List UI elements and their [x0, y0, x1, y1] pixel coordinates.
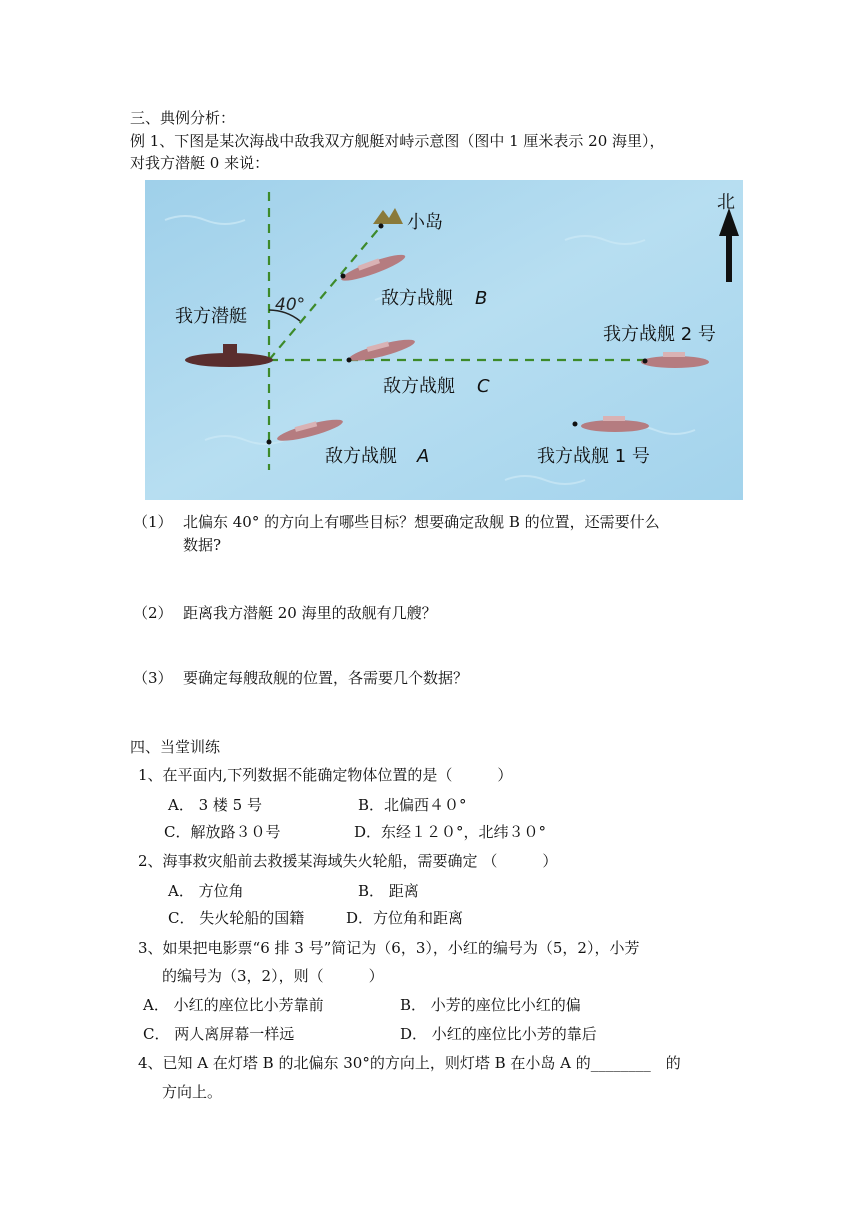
enemy-c-letter: C — [477, 376, 490, 397]
practice-3-option-d: D． 小红的座位比小芳的靠后 — [400, 1025, 597, 1043]
submarine-label: 我方潜艇 — [175, 306, 247, 327]
battle-map — [145, 180, 743, 500]
enemy-c-label: 敌方战舰 — [383, 376, 455, 397]
question-1-text: 北偏东 40° 的方向上有哪些目标？想要确定敌舰 B 的位置，还需要什么 — [183, 513, 660, 531]
practice-2-option-b: B． 距离 — [358, 882, 419, 900]
enemy-b-letter: B — [475, 288, 488, 309]
practice-1-option-c: C．解放路３０号 — [164, 823, 281, 841]
practice-2-stem: 2、海事救灾船前去救援某海域失火轮船，需要确定 （ ） — [138, 852, 558, 870]
practice-3-stem-line2: 的编号为（3，2），则（ ） — [162, 967, 384, 985]
question-2-text: 距离我方潜艇 20 海里的敌舰有几艘？ — [183, 604, 437, 622]
example-line-2: 对我方潜艇 0 来说： — [130, 154, 270, 172]
practice-1-option-b: B．北偏西４０° — [358, 796, 467, 814]
practice-1-stem: 1、在平面内,下列数据不能确定物体位置的是（ ） — [138, 766, 513, 784]
practice-4-stem-line2: 方向上。 — [162, 1083, 223, 1101]
angle-label: 40° — [275, 295, 306, 315]
practice-1-option-d: D．东经１２０°，北纬３０° — [354, 823, 547, 841]
naval-battle-figure — [145, 180, 743, 500]
enemy-b-label: 敌方战舰 — [381, 288, 453, 309]
practice-2-option-d: D．方位角和距离 — [346, 909, 464, 927]
island-label: 小岛 — [407, 212, 443, 233]
practice-4-stem: 4、已知 A 在灯塔 B 的北偏东 30°的方向上，则灯塔 B 在小岛 A 的________ 的 — [138, 1054, 681, 1072]
our-ship-2-label: 我方战舰 2 号 — [603, 324, 716, 345]
our-ship-1-label: 我方战舰 1 号 — [537, 446, 650, 467]
practice-3-option-b: B． 小芳的座位比小红的偏 — [400, 996, 581, 1014]
question-1-number: （1） — [133, 513, 173, 531]
practice-3-option-a: A． 小红的座位比小芳靠前 — [143, 996, 324, 1014]
question-1-text-line2: 数据? — [183, 536, 222, 554]
enemy-a-letter: A — [417, 446, 430, 467]
north-label: 北 — [717, 192, 735, 213]
practice-2-option-a: A． 方位角 — [168, 882, 244, 900]
practice-3-stem: 3、如果把电影票“6 排 3 号”简记为（6，3），小红的编号为（5，2），小芳 — [138, 939, 640, 957]
enemy-a-label: 敌方战舰 — [325, 446, 397, 467]
example-line-1: 例 1、下图是某次海战中敌我双方舰艇对峙示意图（图中 1 厘米表示 20 海里）， — [130, 132, 665, 150]
section4-heading: 四、当堂训练 — [130, 738, 221, 756]
question-3-text: 要确定每艘敌舰的位置，各需要几个数据？ — [183, 669, 469, 687]
practice-1-option-a: A． 3 楼 5 号 — [168, 796, 262, 814]
section3-heading: 三、典例分析： — [130, 109, 236, 127]
question-3-number: （3） — [133, 669, 173, 687]
question-2-number: （2） — [133, 604, 173, 622]
practice-2-option-c: C． 失火轮船的国籍 — [168, 909, 305, 927]
practice-3-option-c: C． 两人离屏幕一样远 — [143, 1025, 295, 1043]
